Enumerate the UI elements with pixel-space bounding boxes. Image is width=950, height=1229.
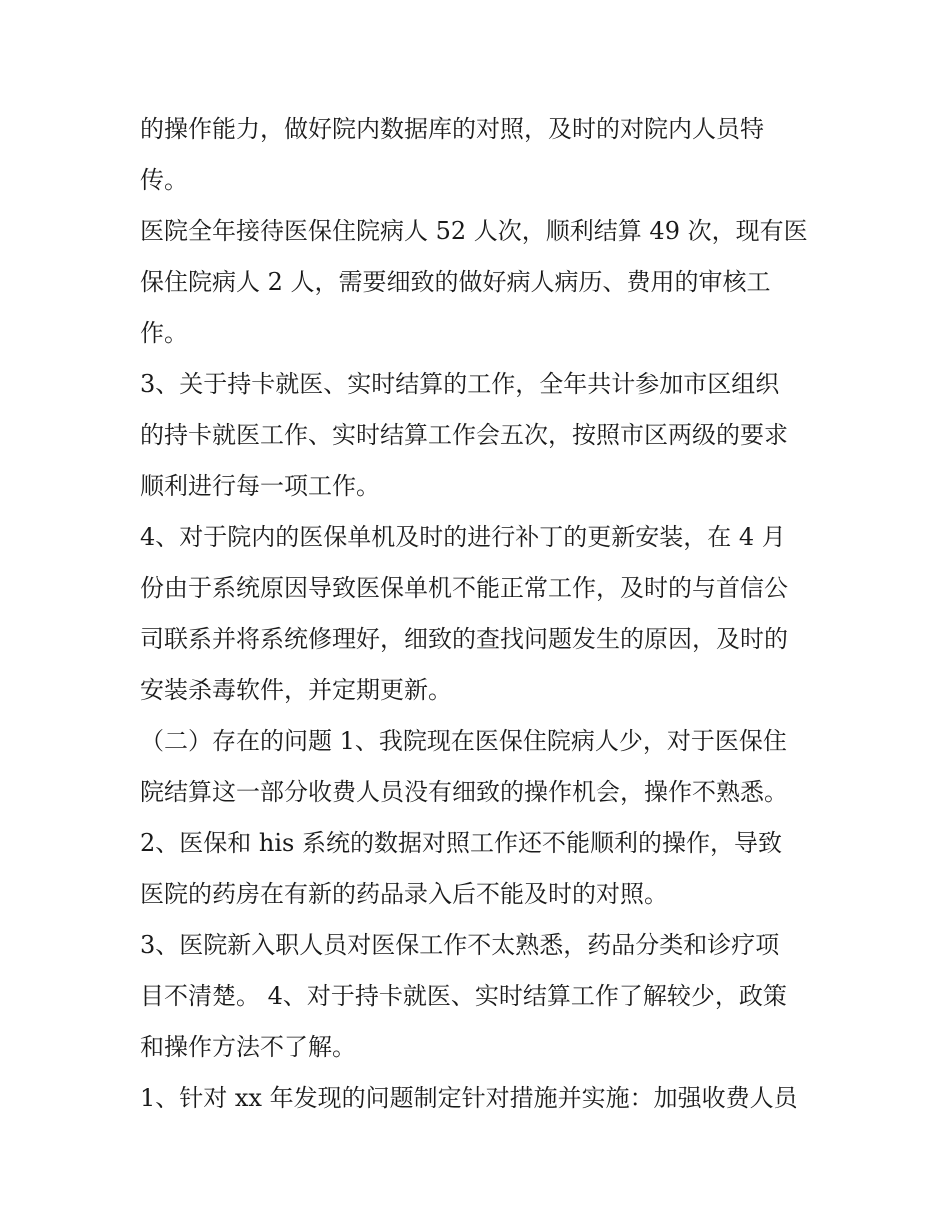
text-line: 3、医院新入职人员对医保工作不太熟悉，药品分类和诊疗项 [140, 931, 780, 959]
text-line: （二）存在的问题 1、我院现在医保住院病人少，对于医保住 [140, 727, 787, 755]
text-line: 4、对于院内的医保单机及时的进行补丁的更新安装，在 4 月 [140, 523, 786, 551]
document-body [140, 104, 830, 1124]
text-line: 份由于系统原因导致医保单机不能正常工作，及时的与首信公 [140, 574, 788, 602]
text-line: 医院的药房在有新的药品录入后不能及时的对照。 [140, 880, 668, 908]
text-line: 1、针对 xx 年发现的问题制定针对措施并实施：加强收费人员 [140, 1084, 798, 1112]
text-line: 司联系并将系统修理好，细致的查找问题发生的原因，及时的 [140, 625, 788, 653]
text-line: 3、关于持卡就医、实时结算的工作，全年共计参加市区组织 [140, 370, 780, 398]
text-line: 安装杀毒软件，并定期更新。 [140, 676, 452, 704]
text-line: 保住院病人 2 人，需要细致的做好病人病历、费用的审核工 [140, 268, 771, 296]
text-line: 作。 [140, 319, 188, 347]
text-line: 的持卡就医工作、实时结算工作会五次，按照市区两级的要求 [140, 421, 788, 449]
text-line: 传。 [140, 166, 188, 194]
text-line: 医院全年接待医保住院病人 52 人次，顺利结算 49 次，现有医 [140, 217, 808, 245]
text-line: 2、医保和 his 系统的数据对照工作还不能顺利的操作，导致 [140, 829, 782, 857]
text-line: 目不清楚。 4、对于持卡就医、实时结算工作了解较少，政策 [140, 982, 787, 1010]
text-line: 院结算这一部分收费人员没有细致的操作机会，操作不熟悉。 [140, 778, 788, 806]
text-line: 顺利进行每一项工作。 [140, 472, 380, 500]
text-line: 的操作能力，做好院内数据库的对照，及时的对院内人员特 [140, 115, 764, 143]
text-line: 和操作方法不了解。 [140, 1033, 356, 1061]
